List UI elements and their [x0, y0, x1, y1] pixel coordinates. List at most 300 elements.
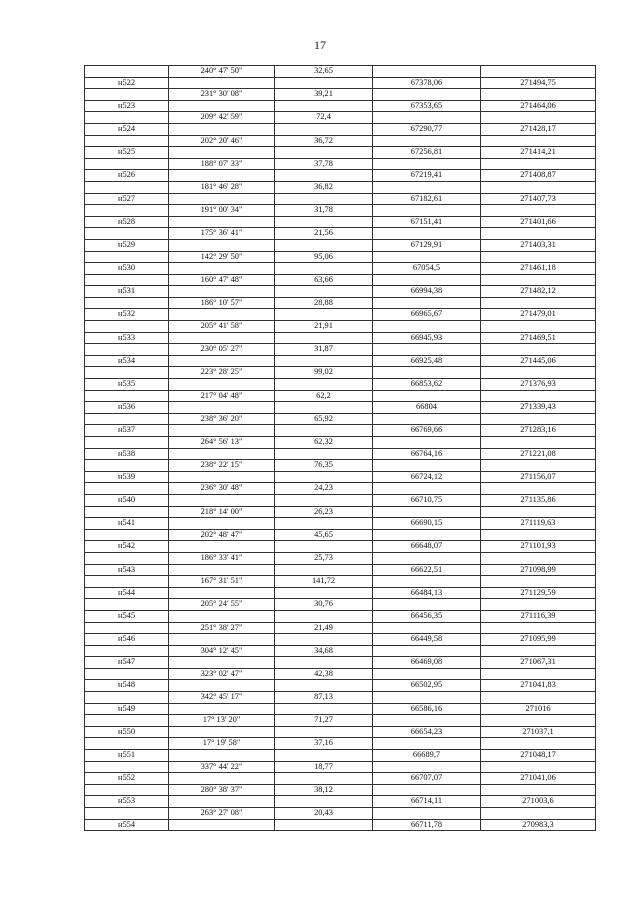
point-row [85, 286, 596, 298]
empty-cell [85, 390, 169, 402]
x-coordinate-cell: 66484,13 [373, 587, 481, 599]
point-row [85, 819, 596, 831]
point-id-cell: н552 [85, 773, 169, 785]
empty-cell [85, 344, 169, 356]
point-id-cell: н530 [85, 263, 169, 275]
y-coordinate-cell: 271482,12 [481, 286, 596, 298]
empty-cell [275, 564, 373, 576]
y-coordinate-cell: 271407,73 [481, 193, 596, 205]
point-id-cell: н543 [85, 564, 169, 576]
point-row [85, 100, 596, 112]
y-coordinate-cell: 271119,63 [481, 518, 596, 530]
empty-cell [481, 784, 596, 796]
empty-cell [85, 506, 169, 518]
point-id-cell: н553 [85, 796, 169, 808]
y-coordinate-cell: 271156,07 [481, 471, 596, 483]
angle-cell: 238° 22' 15" [169, 460, 275, 472]
y-coordinate-cell: 271376,93 [481, 379, 596, 391]
empty-cell [481, 692, 596, 704]
point-row [85, 610, 596, 622]
empty-cell [481, 274, 596, 286]
distance-cell: 37,78 [275, 158, 373, 170]
segment-row [85, 437, 596, 449]
point-id-cell: н533 [85, 332, 169, 344]
empty-cell [169, 494, 275, 506]
distance-cell: 28,88 [275, 297, 373, 309]
point-row [85, 541, 596, 553]
x-coordinate-cell: 66925,48 [373, 355, 481, 367]
empty-cell [85, 297, 169, 309]
x-coordinate-cell: 66502,95 [373, 680, 481, 692]
x-coordinate-cell: 66648,07 [373, 541, 481, 553]
empty-cell [169, 657, 275, 669]
segment-row [85, 808, 596, 820]
distance-cell: 31,87 [275, 344, 373, 356]
empty-cell [169, 193, 275, 205]
y-coordinate-cell: 271041,06 [481, 773, 596, 785]
empty-cell [373, 506, 481, 518]
angle-cell: 231° 30' 08" [169, 89, 275, 101]
segment-row [85, 668, 596, 680]
distance-cell: 42,38 [275, 668, 373, 680]
empty-cell [275, 263, 373, 275]
empty-cell [373, 367, 481, 379]
x-coordinate-cell: 66586,16 [373, 703, 481, 715]
empty-cell [481, 668, 596, 680]
empty-cell [169, 239, 275, 251]
empty-cell [481, 552, 596, 564]
distance-cell: 25,73 [275, 552, 373, 564]
segment-row [85, 483, 596, 495]
empty-cell [373, 205, 481, 217]
empty-cell [169, 147, 275, 159]
point-id-cell: н540 [85, 494, 169, 506]
point-id-cell: н525 [85, 147, 169, 159]
empty-cell [169, 819, 275, 831]
y-coordinate-cell: 271428,17 [481, 123, 596, 135]
angle-cell: 202° 48' 47" [169, 529, 275, 541]
empty-cell [481, 622, 596, 634]
x-coordinate-cell: 66622,51 [373, 564, 481, 576]
distance-cell: 36,72 [275, 135, 373, 147]
segment-row [85, 692, 596, 704]
empty-cell [481, 576, 596, 588]
y-coordinate-cell: 271041,83 [481, 680, 596, 692]
segment-row [85, 251, 596, 263]
segment-row [85, 112, 596, 124]
x-coordinate-cell: 67054,5 [373, 263, 481, 275]
empty-cell [85, 668, 169, 680]
empty-cell [373, 668, 481, 680]
angle-cell: 175° 36' 41" [169, 228, 275, 240]
empty-cell [373, 599, 481, 611]
y-coordinate-cell: 271283,16 [481, 425, 596, 437]
empty-cell [481, 181, 596, 193]
empty-cell [275, 355, 373, 367]
x-coordinate-cell: 66804 [373, 402, 481, 414]
empty-cell [275, 239, 373, 251]
point-id-cell: н554 [85, 819, 169, 831]
empty-cell [85, 413, 169, 425]
empty-cell [169, 123, 275, 135]
empty-cell [373, 344, 481, 356]
empty-cell [275, 773, 373, 785]
point-row [85, 170, 596, 182]
empty-cell [85, 112, 169, 124]
angle-cell: 251° 38' 27" [169, 622, 275, 634]
distance-cell: 63,66 [275, 274, 373, 286]
distance-cell: 21,56 [275, 228, 373, 240]
empty-cell [373, 645, 481, 657]
x-coordinate-cell: 66469,08 [373, 657, 481, 669]
point-id-cell: н550 [85, 726, 169, 738]
y-coordinate-cell: 271464,06 [481, 100, 596, 112]
point-row [85, 726, 596, 738]
empty-cell [169, 216, 275, 228]
point-row [85, 193, 596, 205]
point-row [85, 564, 596, 576]
empty-cell [481, 344, 596, 356]
point-id-cell: н542 [85, 541, 169, 553]
empty-cell [85, 274, 169, 286]
empty-cell [169, 773, 275, 785]
empty-cell [373, 274, 481, 286]
distance-cell: 76,35 [275, 460, 373, 472]
empty-cell [169, 402, 275, 414]
empty-cell [169, 263, 275, 275]
empty-cell [85, 622, 169, 634]
point-id-cell: н536 [85, 402, 169, 414]
y-coordinate-cell: 271098,99 [481, 564, 596, 576]
point-id-cell: н531 [85, 286, 169, 298]
empty-cell [481, 761, 596, 773]
empty-cell [373, 135, 481, 147]
distance-cell: 38,12 [275, 784, 373, 796]
point-id-cell: н522 [85, 77, 169, 89]
empty-cell [275, 819, 373, 831]
empty-cell [275, 750, 373, 762]
empty-cell [85, 135, 169, 147]
x-coordinate-cell: 66769,66 [373, 425, 481, 437]
empty-cell [275, 587, 373, 599]
empty-cell [275, 726, 373, 738]
segment-row [85, 552, 596, 564]
empty-cell [373, 761, 481, 773]
empty-cell [481, 321, 596, 333]
point-row [85, 448, 596, 460]
point-id-cell: н532 [85, 309, 169, 321]
point-id-cell: н544 [85, 587, 169, 599]
empty-cell [85, 228, 169, 240]
empty-cell [85, 66, 169, 78]
empty-cell [373, 251, 481, 263]
empty-cell [169, 587, 275, 599]
point-row [85, 77, 596, 89]
point-row [85, 518, 596, 530]
point-id-cell: н545 [85, 610, 169, 622]
empty-cell [169, 518, 275, 530]
empty-cell [373, 738, 481, 750]
point-row [85, 680, 596, 692]
distance-cell: 62,2 [275, 390, 373, 402]
distance-cell: 24,23 [275, 483, 373, 495]
angle-cell: 304° 12' 45" [169, 645, 275, 657]
angle-cell: 202° 20' 46" [169, 135, 275, 147]
point-id-cell: н527 [85, 193, 169, 205]
y-coordinate-cell: 271445,06 [481, 355, 596, 367]
segment-row [85, 413, 596, 425]
segment-row [85, 645, 596, 657]
point-row [85, 263, 596, 275]
empty-cell [481, 715, 596, 727]
x-coordinate-cell: 66764,16 [373, 448, 481, 460]
empty-cell [481, 112, 596, 124]
point-row [85, 216, 596, 228]
segment-row [85, 135, 596, 147]
empty-cell [481, 460, 596, 472]
point-id-cell: н526 [85, 170, 169, 182]
empty-cell [373, 622, 481, 634]
empty-cell [275, 402, 373, 414]
point-id-cell: н539 [85, 471, 169, 483]
point-id-cell: н549 [85, 703, 169, 715]
distance-cell: 39,21 [275, 89, 373, 101]
angle-cell: 236° 30' 48" [169, 483, 275, 495]
page-number: 17 [314, 38, 326, 52]
distance-cell: 31,78 [275, 205, 373, 217]
point-id-cell: н548 [85, 680, 169, 692]
y-coordinate-cell: 271339,43 [481, 402, 596, 414]
distance-cell: 45,65 [275, 529, 373, 541]
y-coordinate-cell: 271469,51 [481, 332, 596, 344]
y-coordinate-cell: 271414,21 [481, 147, 596, 159]
empty-cell [275, 634, 373, 646]
distance-cell: 34,68 [275, 645, 373, 657]
empty-cell [275, 518, 373, 530]
empty-cell [481, 437, 596, 449]
empty-cell [275, 448, 373, 460]
point-id-cell: н538 [85, 448, 169, 460]
y-coordinate-cell: 271095,99 [481, 634, 596, 646]
point-row [85, 703, 596, 715]
segment-row [85, 460, 596, 472]
empty-cell [85, 576, 169, 588]
empty-cell [85, 552, 169, 564]
point-row [85, 379, 596, 391]
point-id-cell: н537 [85, 425, 169, 437]
empty-cell [85, 715, 169, 727]
empty-cell [373, 692, 481, 704]
empty-cell [275, 703, 373, 715]
x-coordinate-cell: 67256,81 [373, 147, 481, 159]
empty-cell [481, 529, 596, 541]
segment-row [85, 321, 596, 333]
empty-cell [373, 552, 481, 564]
empty-cell [373, 158, 481, 170]
distance-cell: 65,92 [275, 413, 373, 425]
empty-cell [169, 425, 275, 437]
point-id-cell: н524 [85, 123, 169, 135]
angle-cell: 230° 05' 27" [169, 344, 275, 356]
angle-cell: 17° 19' 58" [169, 738, 275, 750]
segment-row [85, 738, 596, 750]
point-id-cell: н546 [85, 634, 169, 646]
distance-cell: 95,06 [275, 251, 373, 263]
empty-cell [85, 808, 169, 820]
empty-cell [85, 738, 169, 750]
segment-row [85, 158, 596, 170]
point-row [85, 332, 596, 344]
y-coordinate-cell: 271408,87 [481, 170, 596, 182]
y-coordinate-cell: 271003,6 [481, 796, 596, 808]
x-coordinate-cell: 67219,41 [373, 170, 481, 182]
x-coordinate-cell: 66710,75 [373, 494, 481, 506]
empty-cell [481, 506, 596, 518]
point-id-cell: н534 [85, 355, 169, 367]
empty-cell [373, 321, 481, 333]
y-coordinate-cell: 271101,93 [481, 541, 596, 553]
point-id-cell: н535 [85, 379, 169, 391]
angle-cell: 142° 29' 50" [169, 251, 275, 263]
empty-cell [373, 89, 481, 101]
x-coordinate-cell: 66945,93 [373, 332, 481, 344]
empty-cell [481, 135, 596, 147]
empty-cell [373, 784, 481, 796]
empty-cell [481, 808, 596, 820]
empty-cell [481, 205, 596, 217]
empty-cell [169, 332, 275, 344]
segment-row [85, 784, 596, 796]
point-id-cell: н529 [85, 239, 169, 251]
empty-cell [481, 483, 596, 495]
distance-cell: 71,27 [275, 715, 373, 727]
empty-cell [169, 286, 275, 298]
segment-row [85, 367, 596, 379]
empty-cell [481, 297, 596, 309]
point-row [85, 750, 596, 762]
segment-row [85, 181, 596, 193]
y-coordinate-cell: 271016 [481, 703, 596, 715]
empty-cell [85, 784, 169, 796]
x-coordinate-cell: 67151,41 [373, 216, 481, 228]
distance-cell: 18,77 [275, 761, 373, 773]
empty-cell [373, 413, 481, 425]
empty-cell [85, 367, 169, 379]
empty-cell [373, 808, 481, 820]
empty-cell [481, 413, 596, 425]
x-coordinate-cell: 67129,91 [373, 239, 481, 251]
empty-cell [85, 205, 169, 217]
segment-row [85, 622, 596, 634]
y-coordinate-cell: 271048,17 [481, 750, 596, 762]
angle-cell: 191° 00' 34" [169, 205, 275, 217]
empty-cell [169, 541, 275, 553]
segment-row [85, 228, 596, 240]
empty-cell [275, 147, 373, 159]
empty-cell [481, 158, 596, 170]
point-id-cell: н523 [85, 100, 169, 112]
point-row [85, 796, 596, 808]
empty-cell [85, 251, 169, 263]
angle-cell: 188° 07' 33" [169, 158, 275, 170]
angle-cell: 186° 33' 41" [169, 552, 275, 564]
empty-cell [275, 610, 373, 622]
empty-cell [275, 425, 373, 437]
angle-cell: 17° 13' 20" [169, 715, 275, 727]
coordinates-table [84, 65, 596, 831]
x-coordinate-cell: 66724,12 [373, 471, 481, 483]
empty-cell [169, 309, 275, 321]
empty-cell [373, 297, 481, 309]
point-row [85, 587, 596, 599]
y-coordinate-cell: 270983,3 [481, 819, 596, 831]
y-coordinate-cell: 271221,08 [481, 448, 596, 460]
x-coordinate-cell: 66654,23 [373, 726, 481, 738]
point-id-cell: н547 [85, 657, 169, 669]
empty-cell [275, 796, 373, 808]
point-row [85, 425, 596, 437]
x-coordinate-cell: 66994,38 [373, 286, 481, 298]
empty-cell [169, 355, 275, 367]
empty-cell [275, 77, 373, 89]
empty-cell [275, 541, 373, 553]
angle-cell: 223° 28' 25" [169, 367, 275, 379]
angle-cell: 218° 14' 00" [169, 506, 275, 518]
angle-cell: 160° 47' 48" [169, 274, 275, 286]
x-coordinate-cell: 67182,61 [373, 193, 481, 205]
empty-cell [373, 181, 481, 193]
point-id-cell: н551 [85, 750, 169, 762]
distance-cell: 99,02 [275, 367, 373, 379]
segment-row [85, 529, 596, 541]
point-id-cell: н541 [85, 518, 169, 530]
empty-cell [481, 645, 596, 657]
y-coordinate-cell: 271116,39 [481, 610, 596, 622]
x-coordinate-cell: 66690,15 [373, 518, 481, 530]
empty-cell [275, 216, 373, 228]
segment-row [85, 506, 596, 518]
empty-cell [85, 321, 169, 333]
empty-cell [481, 599, 596, 611]
point-row [85, 309, 596, 321]
segment-row [85, 89, 596, 101]
segment-row [85, 576, 596, 588]
y-coordinate-cell: 271461,18 [481, 263, 596, 275]
empty-cell [169, 703, 275, 715]
point-id-cell: н528 [85, 216, 169, 228]
angle-cell: 264° 56' 13" [169, 437, 275, 449]
distance-cell: 72,4 [275, 112, 373, 124]
angle-cell: 263° 27' 08" [169, 808, 275, 820]
segment-row [85, 205, 596, 217]
x-coordinate-cell: 66707,07 [373, 773, 481, 785]
y-coordinate-cell: 271494,75 [481, 77, 596, 89]
empty-cell [169, 680, 275, 692]
segment-row [85, 297, 596, 309]
empty-cell [169, 170, 275, 182]
empty-cell [85, 89, 169, 101]
empty-cell [373, 576, 481, 588]
angle-cell: 205° 41' 58" [169, 321, 275, 333]
x-coordinate-cell: 66853,62 [373, 379, 481, 391]
distance-cell: 32,65 [275, 66, 373, 78]
empty-cell [373, 483, 481, 495]
x-coordinate-cell: 66689,7 [373, 750, 481, 762]
empty-cell [373, 228, 481, 240]
point-row [85, 773, 596, 785]
angle-cell: 209° 42' 59" [169, 112, 275, 124]
point-row [85, 494, 596, 506]
